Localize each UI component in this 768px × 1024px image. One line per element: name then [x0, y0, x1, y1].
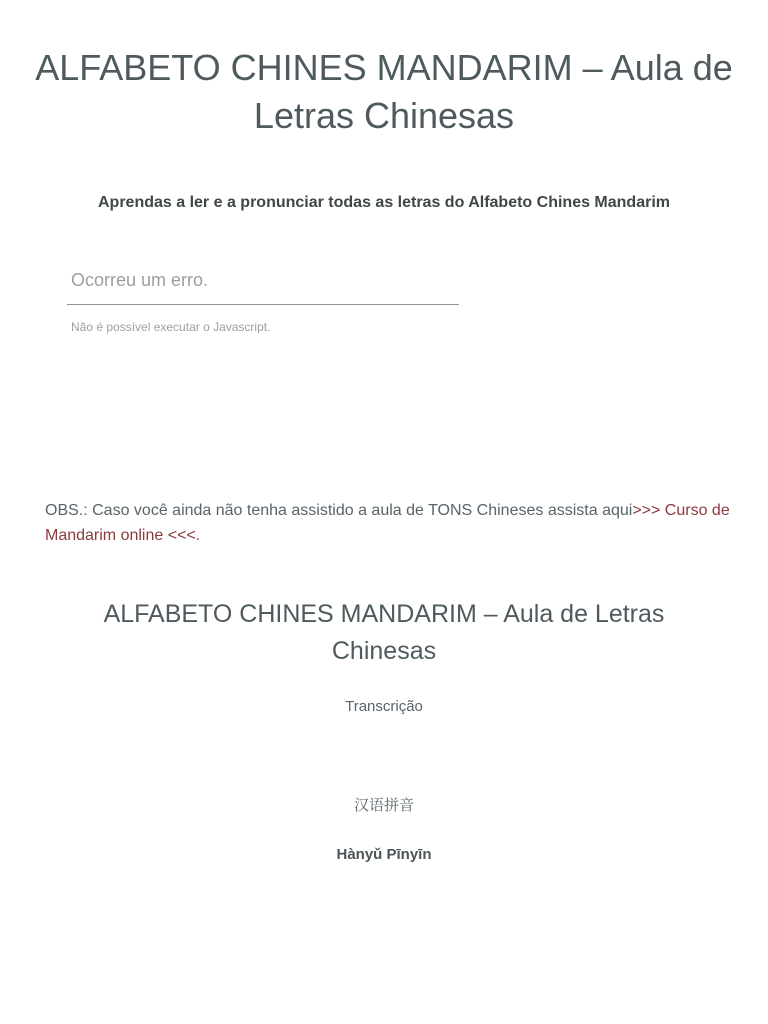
- obs-text: OBS.: Caso você ainda não tenha assistido a aula de TONS Chineses assista aqui: [45, 502, 633, 519]
- transcription-label: Transcrição: [345, 698, 423, 715]
- page-subtitle: Aprendas a ler e a pronunciar todas as letras do Alfabeto Chines Mandarim: [98, 194, 670, 211]
- obs-suffix: .: [195, 527, 201, 544]
- hanzi-text: 汉语拼音: [353, 796, 414, 814]
- error-detail: Não é possível executar o Javascript.: [71, 320, 271, 334]
- section-title: ALFABETO CHINES MANDARIM – Aula de Letras Chinesas: [103, 600, 665, 665]
- video-embed-error: [67, 266, 459, 335]
- pinyin-text: Hànyǔ Pīnyīn: [336, 846, 432, 863]
- error-title: Ocorreu um erro.: [67, 266, 459, 305]
- page-title: ALFABETO CHINES MANDARIM – Aula de Letras Chinesas: [35, 47, 733, 136]
- obs-note: [45, 498, 735, 548]
- course-link[interactable]: >>> Curso de Mandarim online <<<: [45, 502, 730, 544]
